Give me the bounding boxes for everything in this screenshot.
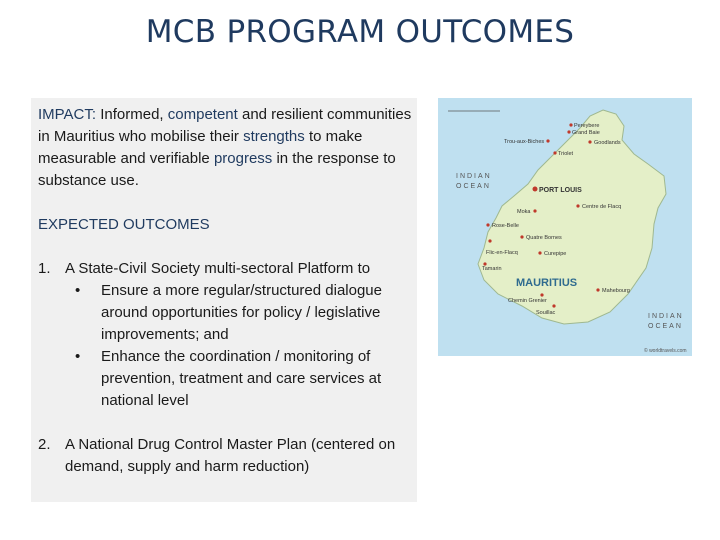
- place-marker: [588, 140, 591, 143]
- bullet-icon: •: [75, 282, 81, 299]
- outcome-text: A State-Civil Society multi-sectoral Platform to: [65, 260, 371, 277]
- place-marker: [486, 223, 489, 226]
- impact-keyword-progress: progress: [213, 150, 273, 167]
- impact-text-2: and resilient communities in Mauritius who mobilise their: [38, 106, 412, 145]
- place-marker: [546, 139, 549, 142]
- place-marker: [538, 251, 541, 254]
- place-label: Tamarin: [482, 266, 502, 272]
- place-label: Grand Baie: [572, 130, 600, 136]
- bullet-text: Enhance the coordination / monitoring of prevention, treatment and care services at national level: [101, 348, 382, 409]
- mauritius-map: [438, 98, 692, 356]
- place-marker: [520, 235, 523, 238]
- place-label: Flic-en-Flacq: [486, 250, 518, 256]
- impact-label: IMPACT:: [38, 106, 97, 123]
- bullet-item: [65, 280, 416, 346]
- outcome-text: A National Drug Control Master Plan (centered on demand, supply and harm reduction): [65, 436, 396, 475]
- place-label: Moka: [517, 209, 531, 215]
- sea-label-east-line1: INDIAN: [648, 313, 684, 320]
- place-marker: [576, 204, 579, 207]
- impact-paragraph: [38, 104, 416, 192]
- slide-title: MCB PROGRAM OUTCOMES: [145, 14, 575, 50]
- capital-label: PORT LOUIS: [539, 187, 582, 194]
- place-label: Chemin Grenier: [508, 298, 547, 304]
- island-label: MAURITIUS: [516, 277, 578, 289]
- outcome-number: 1.: [38, 260, 51, 277]
- place-marker: [552, 304, 555, 307]
- content-text: [38, 104, 416, 478]
- place-label: Rose-Belle: [492, 223, 519, 229]
- place-marker: [567, 130, 570, 133]
- impact-keyword-competent: competent: [167, 106, 238, 123]
- place-label: Goodlands: [594, 140, 621, 146]
- place-label: Pereybere: [574, 123, 600, 129]
- place-marker: [569, 123, 572, 126]
- place-marker: [488, 239, 491, 242]
- capital-marker: [533, 187, 538, 192]
- map-credit: © worldtravels.com: [644, 348, 687, 354]
- place-marker: [533, 209, 536, 212]
- outcome-bullets: [65, 280, 416, 412]
- sea-label-west-line1: INDIAN: [456, 173, 492, 180]
- impact-text-1: Informed,: [96, 106, 168, 123]
- impact-text-4: in the response to substance use.: [38, 150, 396, 189]
- impact-text-3: to make measurable and verifiable: [38, 128, 363, 167]
- outcomes-list: [38, 258, 416, 478]
- bullet-text: Ensure a more regular/structured dialogue around opportunities for policy / legislative improvements; and: [101, 282, 382, 343]
- place-marker: [540, 293, 543, 296]
- place-label: Triolet: [558, 151, 574, 157]
- bullet-icon: •: [75, 348, 81, 365]
- place-marker: [553, 151, 556, 154]
- impact-keyword-strengths: strengths: [243, 128, 305, 145]
- place-label: Curepipe: [544, 251, 567, 257]
- outcome-item: [38, 434, 416, 478]
- outcome-item: [38, 258, 416, 412]
- outcome-number: 2.: [38, 436, 51, 453]
- place-marker: [596, 288, 599, 291]
- sea-label-east-line2: OCEAN: [648, 323, 683, 330]
- bullet-item: [65, 346, 416, 412]
- place-label: Quatre Bornes: [526, 235, 562, 241]
- expected-outcomes-heading: EXPECTED OUTCOMES: [38, 216, 210, 233]
- place-label: Trou-aux-Biches: [504, 139, 545, 145]
- place-label: Souillac: [536, 310, 556, 316]
- sea-label-west-line2: OCEAN: [456, 183, 491, 190]
- place-label: Mahebourg: [602, 288, 630, 294]
- place-label: Centre de Flacq: [582, 204, 622, 210]
